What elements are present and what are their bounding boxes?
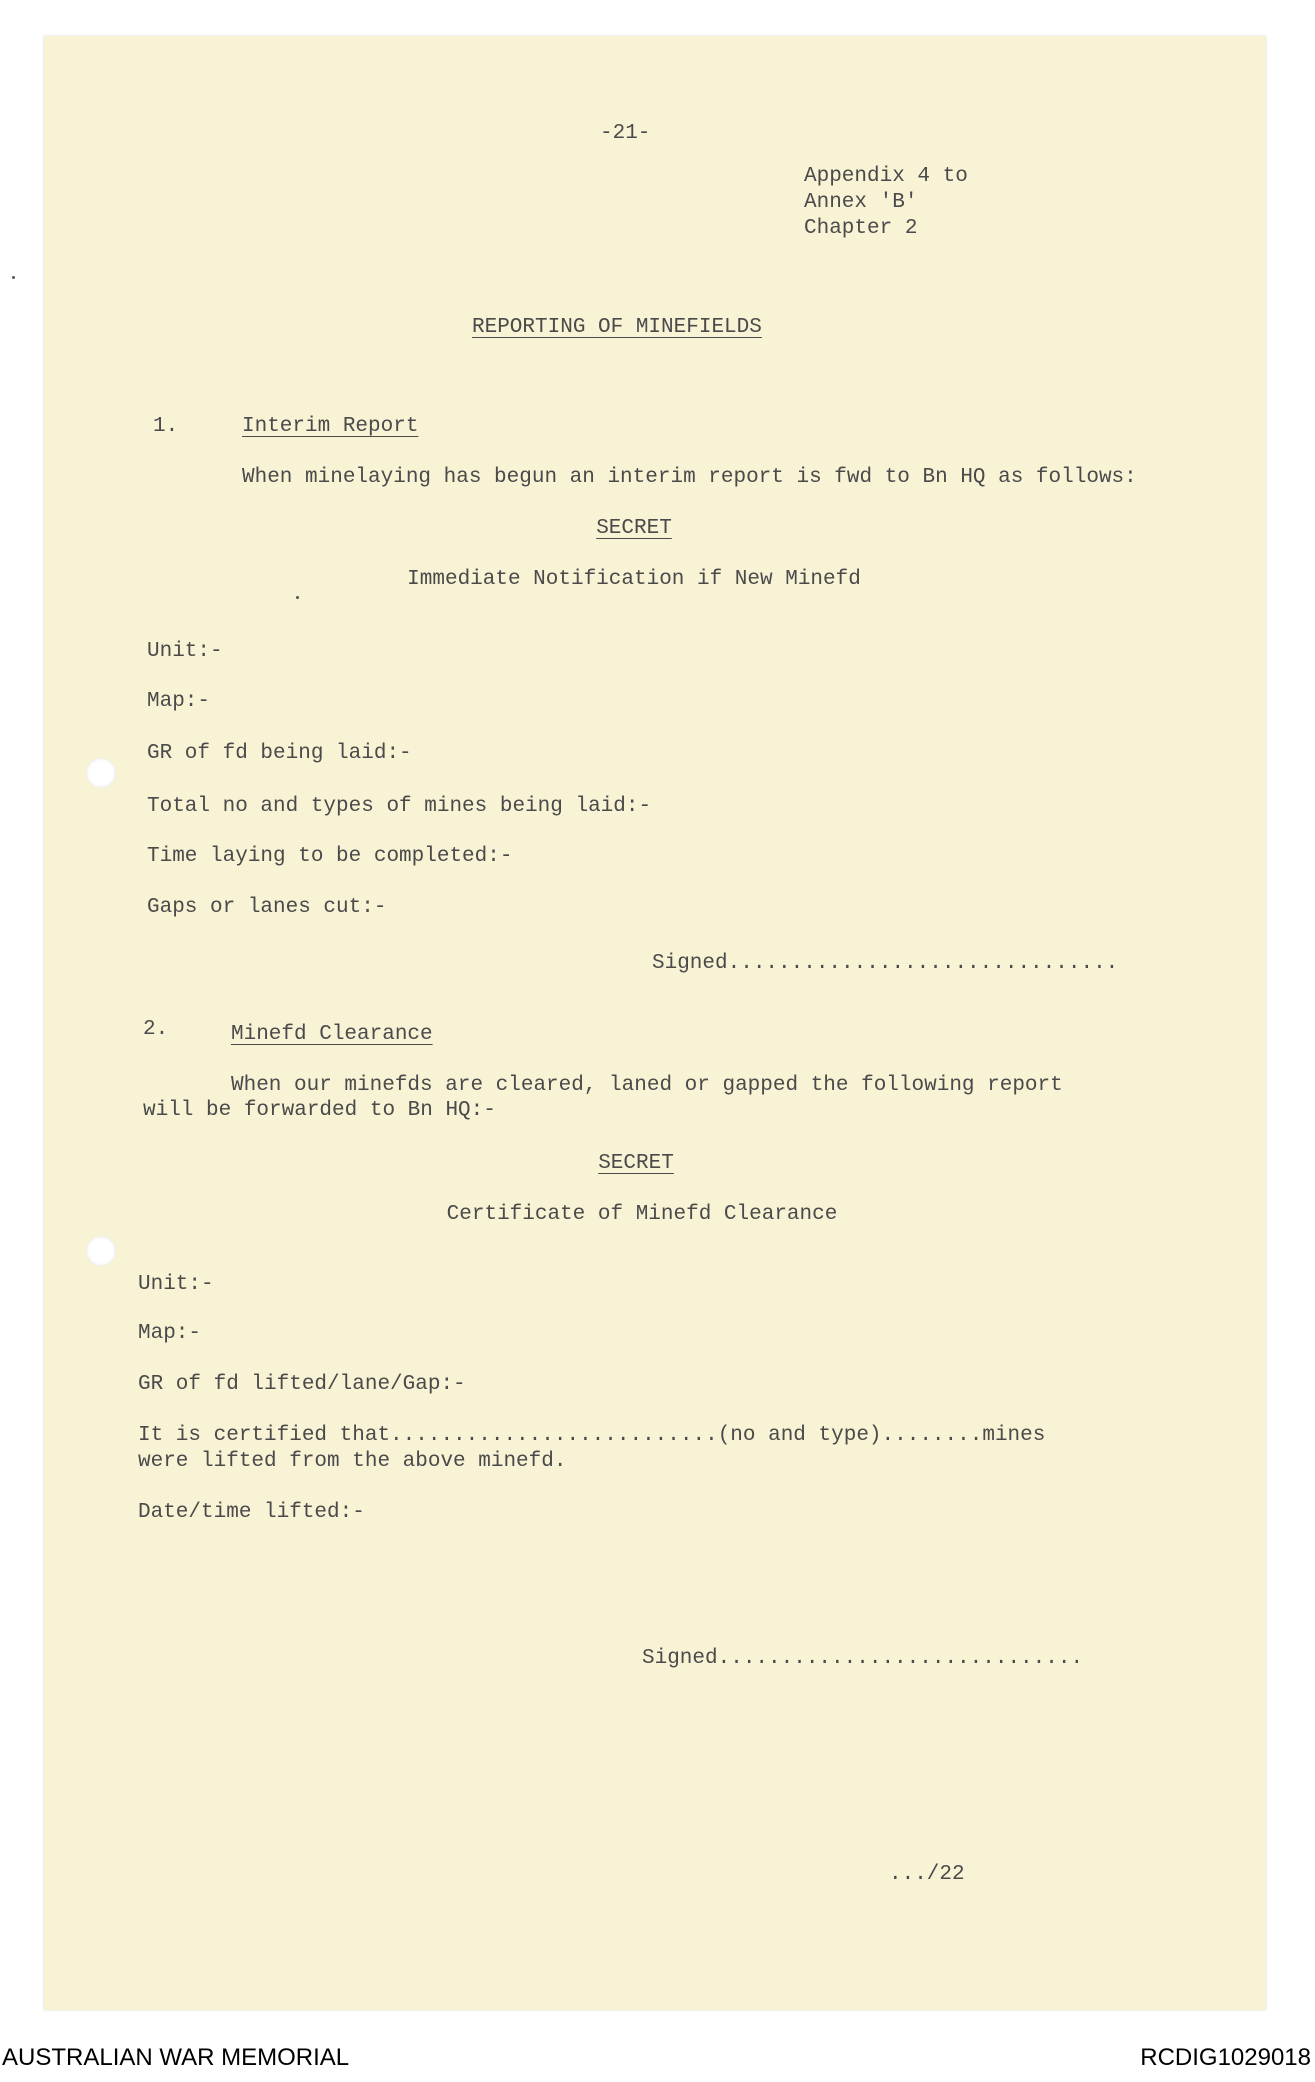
section2-field-unit: Unit:- [138, 1273, 214, 1296]
section2-signature-line: Signed............................. [642, 1647, 1084, 1670]
document-title: REPORTING OF MINEFIELDS [472, 316, 762, 339]
speck [12, 276, 15, 279]
section2-field-grid-ref: GR of fd lifted/lane/Gap:- [138, 1373, 466, 1396]
section1-heading: Interim Report [242, 415, 419, 438]
footer-archive-name: AUSTRALIAN WAR MEMORIAL [2, 2044, 350, 2071]
section1-field-unit: Unit:- [147, 640, 223, 663]
section2-heading: Minefd Clearance [231, 1023, 433, 1046]
appendix-ref-line1: Appendix 4 to [804, 165, 968, 188]
speck [296, 596, 299, 599]
section1-field-gaps: Gaps or lanes cut:- [147, 896, 387, 919]
page-number: -21- [600, 122, 651, 145]
section1-classification: SECRET [596, 517, 672, 540]
section1-form-title: Immediate Notification if New Minefd [407, 568, 861, 591]
section1-field-grid-ref: GR of fd being laid:- [147, 742, 412, 765]
section1-signature-line: Signed............................... [652, 952, 1119, 975]
section2-number: 2. [143, 1018, 169, 1041]
continuation-marker: .../22 [889, 1863, 965, 1886]
section1-field-mines: Total no and types of mines being laid:- [147, 795, 652, 818]
section2-certify-line1: It is certified that..........................(no and type)........mines [138, 1424, 1046, 1447]
section1-field-time: Time laying to be completed:- [147, 845, 513, 868]
appendix-ref-line2: Annex 'B' [804, 191, 918, 214]
punch-hole [86, 758, 116, 788]
section2-certify-line2: were lifted from the above minefd. [138, 1450, 567, 1473]
section1-intro: When minelaying has begun an interim report is fwd to Bn HQ as follows: [242, 466, 1137, 489]
section2-field-map: Map:- [138, 1322, 202, 1345]
section2-intro-line1: When our minefds are cleared, laned or gapped the following report [231, 1074, 1063, 1097]
appendix-ref-line3: Chapter 2 [804, 217, 918, 240]
punch-hole [86, 1236, 116, 1266]
section1-field-map: Map:- [147, 690, 211, 713]
section2-classification: SECRET [598, 1152, 674, 1175]
section2-form-title: Certificate of Minefd Clearance [446, 1203, 838, 1226]
section2-field-date: Date/time lifted:- [138, 1501, 365, 1524]
section1-number: 1. [153, 415, 179, 438]
section2-intro-line2: will be forwarded to Bn HQ:- [143, 1099, 496, 1122]
footer-record-id: RCDIG1029018 [1140, 2044, 1311, 2071]
